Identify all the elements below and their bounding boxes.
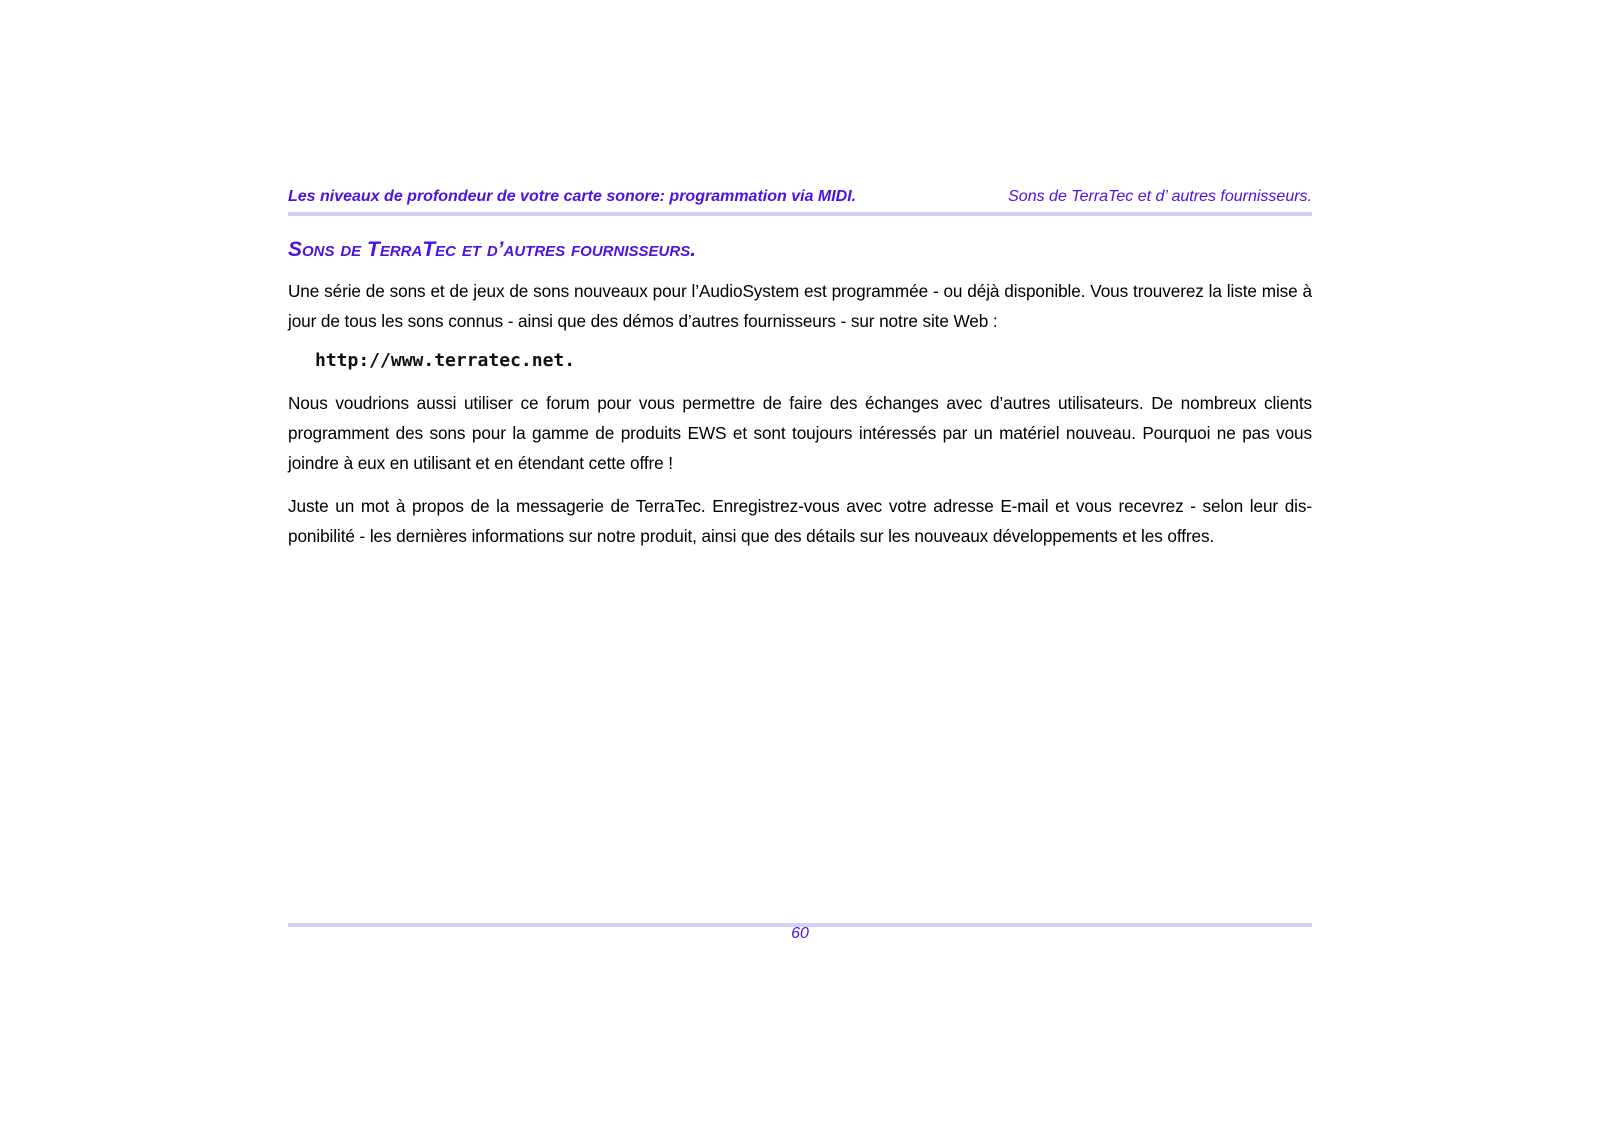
paragraph-intro: Une série de sons et de jeux de sons nouveaux pour l’AudioSystem est programmée - ou déjà disponible. Vous trouverez la liste mise à jour de tous les sons connus - ainsi que des démos d’autres fournisseurs - sur notre site Web :: [288, 281, 1312, 331]
paragraph-forum: Nous voudrions aussi utiliser ce forum pour vous permettre de faire des échanges avec d’autres utilisateurs. De nombreux clients programment des sons pour la gamme de produits EWS et sont toujours intéressés par un matériel nouveau. Pourquoi ne pas vous joindre à eux en utilisant et en étendant cette offre !: [288, 393, 1312, 473]
header-section-title: Sons de TerraTec et d’ autres fournisseurs.: [1008, 188, 1312, 205]
page-number: 60: [791, 925, 809, 942]
header-rule: [288, 212, 1312, 216]
website-url: http://www.terratec.net.: [315, 350, 576, 371]
section-title: Sons de TerraTec et d’autres fournisseurs.: [288, 238, 697, 261]
header-chapter-title: Les niveaux de profondeur de votre carte sonore: programmation via MIDI.: [288, 188, 857, 205]
running-header: [288, 188, 1312, 210]
document-page: [288, 0, 1312, 1131]
paragraph-mailing-list: Juste un mot à propos de la messagerie de TerraTec. Enregistrez-vous avec votre adresse E-mail et vous recevrez - selon leur dis-ponibilité - les dernières informations sur notre produit, ainsi que des détails sur les nouveaux développements et les offres.: [288, 496, 1312, 546]
